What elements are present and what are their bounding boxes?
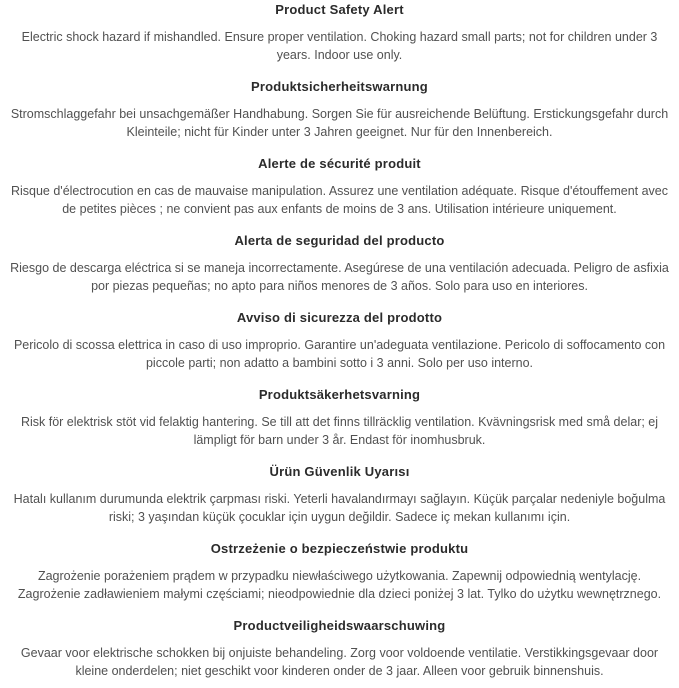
safety-alert-heading: Produktsäkerhetsvarning	[258, 387, 421, 402]
safety-alert-section	[5, 309, 674, 372]
safety-alert-section	[5, 463, 674, 526]
safety-alert-section	[5, 617, 674, 680]
safety-alert-body-text: Gevaar voor elektrische schokken bij onjuiste behandeling. Zorg voor voldoende ventilatie. Verstikkingsgevaar door kleine onderdelen; niet geschikt voor kinderen onder de 3 jaar. Alleen voor gebruik binnenshuis.	[20, 646, 659, 678]
safety-alert-body-text: Zagrożenie porażeniem prądem w przypadku niewłaściwego użytkowania. Zapewnij odpowiednią wentylację. Zagrożenie zadławieniem małymi częściami; nieodpowiednie dla dzieci poniżej 3 lat. Tylko do użytku wewnętrznego.	[17, 569, 662, 601]
safety-alert-heading: Productveiligheidswaarschuwing	[233, 618, 446, 633]
safety-alert-heading: Avviso di sicurezza del prodotto	[236, 310, 443, 325]
safety-alert-body-text: Hatalı kullanım durumunda elektrik çarpması riski. Yeterli havalandırmayı sağlayın. Küçük parçalar nedeniyle boğulma riski; 3 yaşından küçük çocuklar için uygun değildir. Sadece iç mekan kullanımı için.	[13, 492, 666, 524]
safety-alert-section	[5, 78, 674, 141]
safety-alert-body-text: Stromschlaggefahr bei unsachgemäßer Handhabung. Sorgen Sie für ausreichende Belüftung. Erstickungsgefahr durch Kleinteile; nicht für Kinder unter 3 Jahren geeignet. Nur für den Innenbereich.	[10, 107, 669, 139]
safety-alert-heading: Ürün Güvenlik Uyarısı	[269, 464, 410, 479]
safety-alert-body-text: Risque d'électrocution en cas de mauvaise manipulation. Assurez une ventilation adéquate. Risque d'étouffement avec de petites pièces ; ne convient pas aux enfants de moins de 3 ans. Utilisation intérieure uniquement.	[10, 184, 669, 216]
safety-alert-body-text: Electric shock hazard if mishandled. Ensure proper ventilation. Choking hazard small parts; not for children under 3 years. Indoor use only.	[21, 30, 658, 62]
safety-alert-body-text: Risk för elektrisk stöt vid felaktig hantering. Se till att det finns tillräcklig ventilation. Kvävningsrisk med små delar; ej lämpligt för barn under 3 år. Endast för inomhusbruk.	[20, 415, 659, 447]
safety-alert-body-text: Riesgo de descarga eléctrica si se maneja incorrectamente. Asegúrese de una ventilación adecuada. Peligro de asfixia por piezas pequeñas; no apto para niños menores de 3 años. Solo para uso en interiores.	[10, 261, 669, 293]
safety-alert-section	[5, 232, 674, 295]
safety-alert-heading: Product Safety Alert	[275, 2, 404, 17]
safety-alert-heading: Alerte de sécurité produit	[258, 156, 421, 171]
safety-alert-section	[5, 1, 674, 64]
safety-alert-heading: Alerta de seguridad del producto	[234, 233, 445, 248]
safety-alert-section	[5, 155, 674, 218]
safety-alert-heading: Ostrzeżenie o bezpieczeństwie produktu	[210, 541, 469, 556]
safety-alert-section	[5, 540, 674, 603]
safety-alert-body-text: Pericolo di scossa elettrica in caso di uso improprio. Garantire un'adeguata ventilazione. Pericolo di soffocamento con piccole parti; non adatto a bambini sotto i 3 anni. Solo per uso interno.	[13, 338, 666, 370]
safety-alert-heading: Produktsicherheitswarnung	[251, 79, 428, 94]
safety-alert-section	[5, 386, 674, 449]
